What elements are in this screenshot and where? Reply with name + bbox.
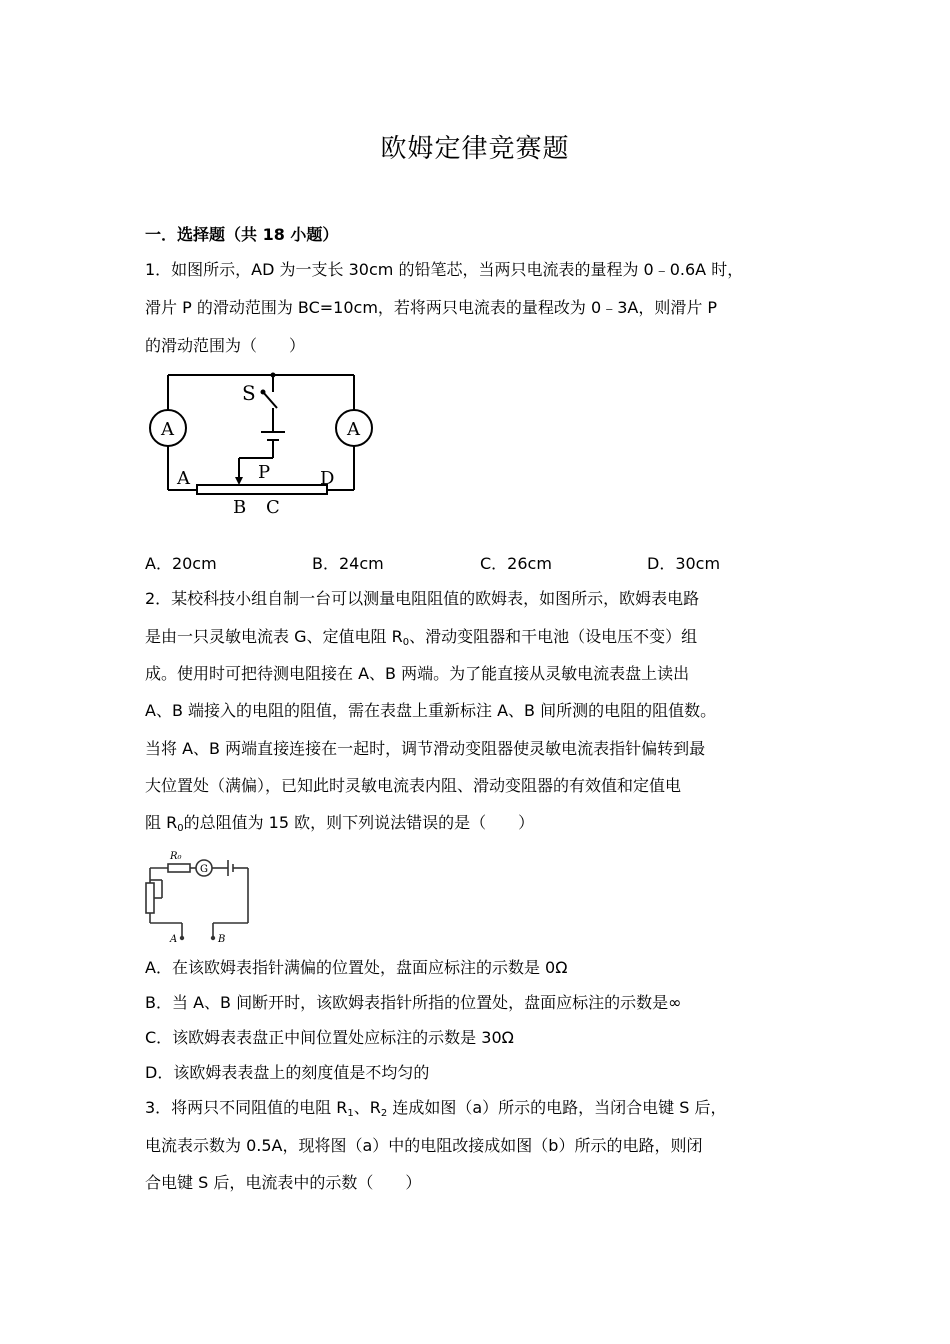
question-3-text-1: 3．将两只不同阻值的电阻 R: [145, 1098, 348, 1117]
switch-label: S: [242, 381, 256, 405]
subscript-0: 0: [402, 637, 410, 648]
point-a-label: A: [177, 468, 190, 489]
question-2-line-1: 2．某校科技小组自制一台可以测量电阻阻值的欧姆表，如图所示，欧姆表电路: [145, 589, 700, 608]
point-c-label: C: [266, 497, 280, 518]
question-2-line-7-text-a: 阻 R: [145, 813, 178, 832]
question-1-line-1: 1．如图所示，AD 为一支长 30cm 的铅笔芯，当两只电流表的量程为 0﹣0.6A 时，: [145, 260, 744, 279]
question-2-line-2: [145, 625, 697, 649]
galvanometer-label: G: [200, 864, 208, 875]
question-2-line-5: 当将 A、B 两端直接连接在一起时，调节滑动变阻器使灵敏电流表指针偏转到最: [145, 739, 706, 758]
r0-label: R₀: [170, 851, 182, 862]
question-2-line-6: 大位置处（满偏），已知此时灵敏电流表内阻、滑动变阻器的有效值和定值电: [145, 776, 682, 795]
question-3-text-3: 连成如图（a）所示的电路，当闭合电键 S 后，: [387, 1098, 727, 1117]
question-2-option-c: C．该欧姆表表盘正中间位置处应标注的示数是 30Ω: [145, 1028, 514, 1047]
question-2-line-3: 成。使用时可把待测电阻接在 A、B 两端。为了能直接从灵敏电流表盘上读出: [145, 664, 690, 683]
page-title: 欧姆定律竞赛题: [380, 134, 570, 164]
question-2-line-2-text-a: 是由一只灵敏电流表 G、定值电阻 R: [145, 627, 403, 646]
question-2-line-7-text-b: 的总阻值为 15 欧，则下列说法错误的是（ ）: [183, 813, 535, 832]
question-2-circuit-figure: [140, 845, 255, 945]
question-2-line-7: [145, 811, 534, 835]
question-3-line-2: 电流表示数为 0.5A，现将图（a）中的电阻改接成如图（b）所示的电路，则闭: [145, 1136, 703, 1155]
question-1-line-2: 滑片 P 的滑动范围为 BC=10cm，若将两只电流表的量程改为 0﹣3A，则滑片 P: [145, 298, 718, 317]
question-3-line-1: [145, 1096, 727, 1120]
point-b-label: B: [233, 497, 247, 518]
question-3-line-3: 合电键 S 后，电流表中的示数（ ）: [145, 1173, 422, 1192]
question-2-option-a: A．在该欧姆表指针满偏的位置处，盘面应标注的示数是 0Ω: [145, 958, 568, 977]
question-1-option-c: C．26cm: [480, 554, 552, 573]
question-1-line-3: 的滑动范围为（ ）: [145, 336, 306, 355]
subscript-0: 0: [177, 823, 184, 834]
question-1-circuit-figure: [145, 370, 385, 520]
question-2-line-4: A、B 端接入的电阻的阻值，需在表盘上重新标注 A、B 间所测的电阻的阻值数。: [145, 701, 717, 720]
ammeter-left-label: A: [161, 419, 174, 440]
question-1-option-a: A．20cm: [145, 554, 217, 573]
subscript-1: 1: [347, 1108, 354, 1119]
terminal-b-label: B: [218, 934, 226, 945]
point-p-label: P: [258, 462, 271, 483]
question-2-option-d: D．该欧姆表表盘上的刻度值是不均匀的: [145, 1063, 430, 1082]
question-3-text-2: 、R: [353, 1098, 381, 1117]
section-heading: 一．选择题（共 18 小题）: [145, 225, 339, 244]
subscript-2: 2: [380, 1108, 388, 1119]
point-d-label: D: [320, 468, 335, 489]
question-1-option-d: D．30cm: [647, 554, 721, 573]
question-2-option-b: B．当 A、B 间断开时，该欧姆表指针所指的位置处，盘面应标注的示数是∞: [145, 993, 682, 1012]
question-2-line-2-text-b: 、滑动变阻器和干电池（设电压不变）组: [409, 627, 698, 646]
ammeter-right-label: A: [347, 419, 360, 440]
terminal-a-label: A: [170, 934, 178, 945]
question-1-option-b: B．24cm: [312, 554, 384, 573]
